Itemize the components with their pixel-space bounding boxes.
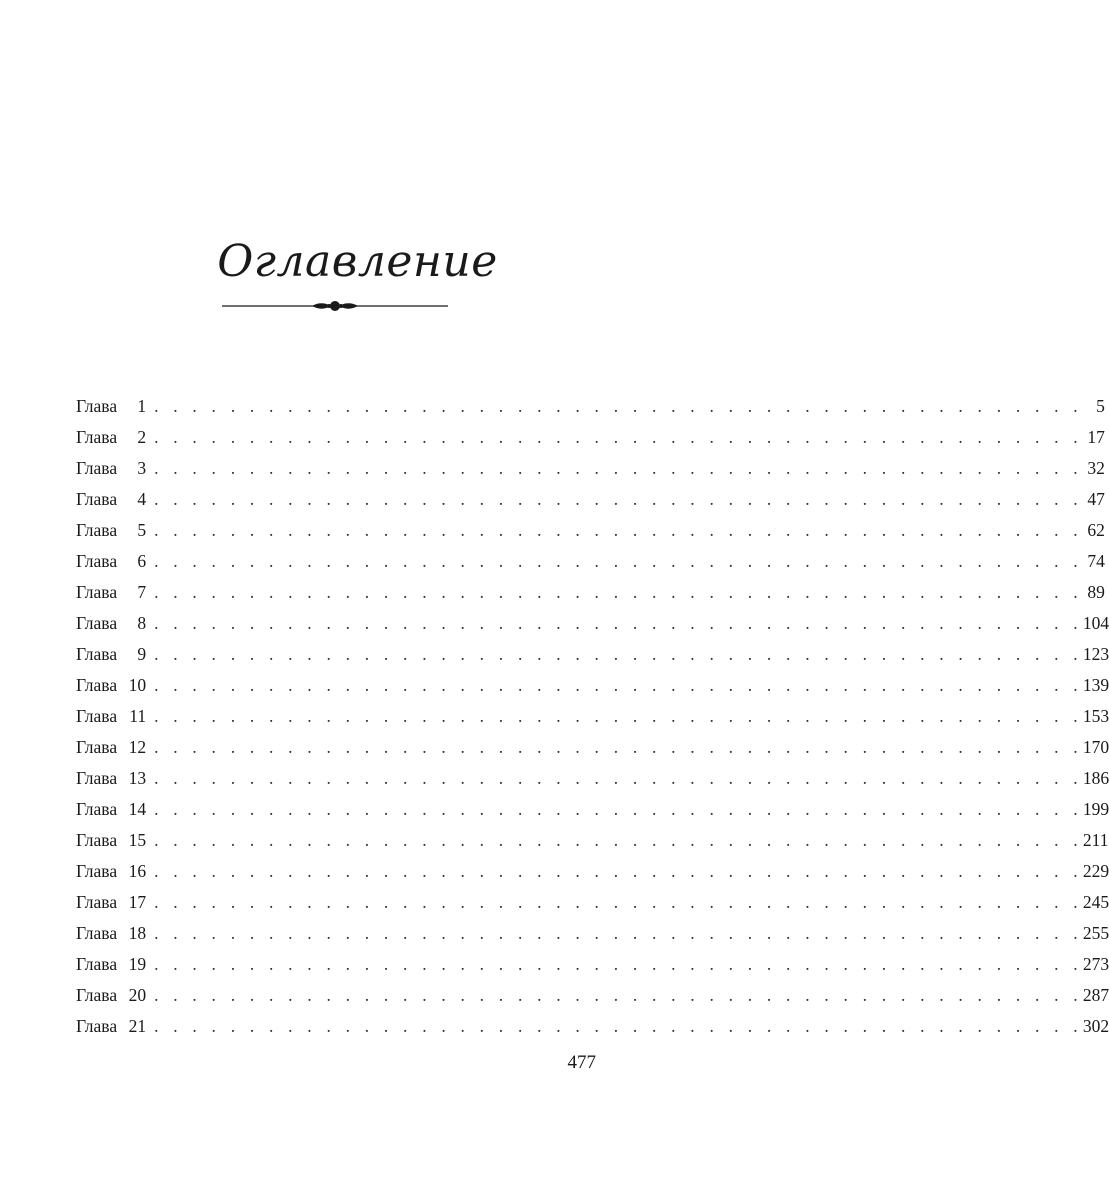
toc-chapter-label xyxy=(76,825,146,856)
toc-dot-leader: . . . . . . . . . . . . . . . . . . . . . . . . . . . . . . . . . . . . . . . . . . . . . . . . . xyxy=(154,861,1083,881)
toc-chapter-word: Глава xyxy=(76,985,118,1005)
toc-page-number: 302 xyxy=(1082,1016,1109,1036)
toc-chapter-number: 17 xyxy=(128,892,147,912)
toc-chapter-word: Глава xyxy=(76,830,118,850)
toc-chapter-number: 10 xyxy=(128,675,147,695)
toc-page-number: 170 xyxy=(1082,737,1109,757)
toc-page-number: 211 xyxy=(1082,830,1109,850)
toc-page-number: 245 xyxy=(1082,892,1109,912)
toc-chapter-word: Глава xyxy=(76,675,118,695)
toc-entry xyxy=(76,515,1105,546)
toc-entry xyxy=(76,453,1105,484)
toc-entry xyxy=(76,763,1109,794)
toc-chapter-word: Глава xyxy=(76,892,118,912)
toc-chapter-word: Глава xyxy=(76,768,118,788)
toc-dot-leader: . . . . . . . . . . . . . . . . . . . . . . . . . . . . . . . . . . . . . . . . . . . . . . . . . xyxy=(154,489,1083,509)
toc-chapter-word: Глава xyxy=(76,644,118,664)
toc-page-number: 186 xyxy=(1082,768,1109,788)
toc-entry xyxy=(76,732,1109,763)
toc-dot-leader: . . . . . . . . . . . . . . . . . . . . . . . . . . . . . . . . . . . . . . . . . . . . . . . . . xyxy=(154,737,1083,757)
toc-chapter-word: Глава xyxy=(76,861,118,881)
toc-chapter-label xyxy=(76,980,146,1011)
toc-entry xyxy=(76,794,1109,825)
toc-dot-leader: . . . . . . . . . . . . . . . . . . . . . . . . . . . . . . . . . . . . . . . . . . . . . . . . . xyxy=(154,427,1083,447)
toc-entry xyxy=(76,825,1109,856)
toc-chapter-label xyxy=(76,763,146,794)
toc-entry xyxy=(76,639,1109,670)
toc-chapter-number: 12 xyxy=(128,737,147,757)
toc-dot-leader: . . . . . . . . . . . . . . . . . . . . . . . . . . . . . . . . . . . . . . . . . . . . . . . . . xyxy=(154,582,1083,602)
toc-entry xyxy=(76,856,1109,887)
toc-chapter-label xyxy=(76,887,146,918)
toc-dot-leader: . . . . . . . . . . . . . . . . . . . . . . . . . . . . . . . . . . . . . . . . . . . . . . . . . xyxy=(154,706,1083,726)
toc-chapter-label xyxy=(76,391,146,422)
toc-page-number: 255 xyxy=(1082,923,1109,943)
toc-chapter-label xyxy=(76,794,146,825)
toc-chapter-number: 3 xyxy=(137,458,147,478)
toc-chapter-number: 16 xyxy=(128,861,147,881)
toc-page-number: 74 xyxy=(1087,551,1105,571)
page-title: Оглавление xyxy=(217,236,498,287)
toc-chapter-label xyxy=(76,515,146,546)
toc-dot-leader: . . . . . . . . . . . . . . . . . . . . . . . . . . . . . . . . . . . . . . . . . . . . . . . . . xyxy=(154,985,1083,1005)
toc-dot-leader: . . . . . . . . . . . . . . . . . . . . . . . . . . . . . . . . . . . . . . . . . . . . . . . . . xyxy=(154,675,1083,695)
toc-page-number: 5 xyxy=(1096,396,1105,416)
toc-chapter-number: 19 xyxy=(128,954,147,974)
table-of-contents xyxy=(76,391,1109,1042)
toc-dot-leader: . . . . . . . . . . . . . . . . . . . . . . . . . . . . . . . . . . . . . . . . . . . . . . . . . xyxy=(154,458,1083,478)
toc-chapter-number: 5 xyxy=(137,520,147,540)
toc-chapter-word: Глава xyxy=(76,458,118,478)
toc-chapter-label xyxy=(76,701,146,732)
toc-chapter-label xyxy=(76,670,146,701)
toc-chapter-label xyxy=(76,1011,146,1042)
toc-dot-leader: . . . . . . . . . . . . . . . . . . . . . . . . . . . . . . . . . . . . . . . . . . . . . . . . . xyxy=(154,892,1083,912)
toc-chapter-label xyxy=(76,484,146,515)
toc-entry xyxy=(76,577,1105,608)
toc-page-number: 287 xyxy=(1082,985,1109,1005)
toc-chapter-number: 7 xyxy=(137,582,147,602)
toc-dot-leader: . . . . . . . . . . . . . . . . . . . . . . . . . . . . . . . . . . . . . . . . . . . . . . . . . xyxy=(154,923,1083,943)
toc-chapter-word: Глава xyxy=(76,396,118,416)
toc-chapter-word: Глава xyxy=(76,489,118,509)
toc-entry xyxy=(76,391,1105,422)
toc-chapter-word: Глава xyxy=(76,613,118,633)
toc-page-number: 32 xyxy=(1087,458,1105,478)
toc-page-number: 229 xyxy=(1082,861,1109,881)
toc-chapter-word: Глава xyxy=(76,706,118,726)
toc-entry xyxy=(76,422,1105,453)
toc-chapter-number: 8 xyxy=(137,613,147,633)
toc-chapter-number: 18 xyxy=(128,923,147,943)
toc-entry xyxy=(76,918,1109,949)
toc-dot-leader: . . . . . . . . . . . . . . . . . . . . . . . . . . . . . . . . . . . . . . . . . . . . . . . . . xyxy=(154,396,1083,416)
toc-chapter-label xyxy=(76,422,146,453)
toc-chapter-label xyxy=(76,546,146,577)
toc-chapter-label xyxy=(76,453,146,484)
toc-entry xyxy=(76,701,1109,732)
toc-chapter-label xyxy=(76,639,146,670)
toc-entry xyxy=(76,546,1105,577)
toc-entry xyxy=(76,980,1109,1011)
toc-dot-leader: . . . . . . . . . . . . . . . . . . . . . . . . . . . . . . . . . . . . . . . . . . . . . . . . . xyxy=(154,799,1083,819)
toc-dot-leader: . . . . . . . . . . . . . . . . . . . . . . . . . . . . . . . . . . . . . . . . . . . . . . . . . xyxy=(154,613,1083,633)
toc-chapter-number: 14 xyxy=(128,799,147,819)
toc-chapter-number: 2 xyxy=(137,427,147,447)
toc-chapter-label xyxy=(76,949,146,980)
toc-entry xyxy=(76,670,1109,701)
toc-page-number: 47 xyxy=(1087,489,1105,509)
toc-dot-leader: . . . . . . . . . . . . . . . . . . . . . . . . . . . . . . . . . . . . . . . . . . . . . . . . . xyxy=(154,520,1083,540)
toc-page-number: 139 xyxy=(1082,675,1109,695)
toc-page-number: 273 xyxy=(1082,954,1109,974)
toc-chapter-label xyxy=(76,608,146,639)
toc-chapter-word: Глава xyxy=(76,427,118,447)
toc-chapter-word: Глава xyxy=(76,520,118,540)
toc-chapter-number: 20 xyxy=(128,985,147,1005)
toc-chapter-word: Глава xyxy=(76,923,118,943)
toc-page-number: 89 xyxy=(1087,582,1105,602)
toc-entry xyxy=(76,1011,1109,1042)
toc-chapter-word: Глава xyxy=(76,551,118,571)
toc-chapter-word: Глава xyxy=(76,737,118,757)
toc-chapter-number: 13 xyxy=(128,768,147,788)
toc-entry xyxy=(76,887,1109,918)
page-number: 477 xyxy=(567,1052,596,1073)
toc-page-number: 17 xyxy=(1087,427,1105,447)
toc-dot-leader: . . . . . . . . . . . . . . . . . . . . . . . . . . . . . . . . . . . . . . . . . . . . . . . . . xyxy=(154,768,1083,788)
toc-chapter-number: 4 xyxy=(137,489,147,509)
toc-chapter-label xyxy=(76,732,146,763)
toc-chapter-number: 1 xyxy=(137,396,147,416)
toc-dot-leader: . . . . . . . . . . . . . . . . . . . . . . . . . . . . . . . . . . . . . . . . . . . . . . . . . xyxy=(154,830,1083,850)
toc-chapter-number: 15 xyxy=(128,830,147,850)
toc-chapter-number: 9 xyxy=(137,644,147,664)
toc-chapter-word: Глава xyxy=(76,799,118,819)
toc-page-number: 199 xyxy=(1082,799,1109,819)
toc-chapter-label xyxy=(76,918,146,949)
toc-entry xyxy=(76,484,1105,515)
toc-dot-leader: . . . . . . . . . . . . . . . . . . . . . . . . . . . . . . . . . . . . . . . . . . . . . . . . . xyxy=(154,644,1083,664)
toc-page-number: 62 xyxy=(1087,520,1105,540)
toc-chapter-label xyxy=(76,856,146,887)
toc-entry xyxy=(76,608,1109,639)
toc-entry xyxy=(76,949,1109,980)
toc-page-number: 123 xyxy=(1082,644,1109,664)
toc-dot-leader: . . . . . . . . . . . . . . . . . . . . . . . . . . . . . . . . . . . . . . . . . . . . . . . . . xyxy=(154,1016,1083,1036)
toc-chapter-word: Глава xyxy=(76,582,118,602)
toc-chapter-word: Глава xyxy=(76,954,118,974)
toc-chapter-number: 6 xyxy=(137,551,147,571)
toc-page-number: 153 xyxy=(1082,706,1109,726)
toc-chapter-label xyxy=(76,577,146,608)
toc-chapter-number: 21 xyxy=(128,1016,147,1036)
toc-chapter-word: Глава xyxy=(76,1016,118,1036)
toc-dot-leader: . . . . . . . . . . . . . . . . . . . . . . . . . . . . . . . . . . . . . . . . . . . . . . . . . xyxy=(154,954,1083,974)
toc-chapter-number: 11 xyxy=(129,706,147,726)
toc-dot-leader: . . . . . . . . . . . . . . . . . . . . . . . . . . . . . . . . . . . . . . . . . . . . . . . . . xyxy=(154,551,1083,571)
toc-page-number: 104 xyxy=(1082,613,1109,633)
title-ornament-divider xyxy=(222,298,448,314)
